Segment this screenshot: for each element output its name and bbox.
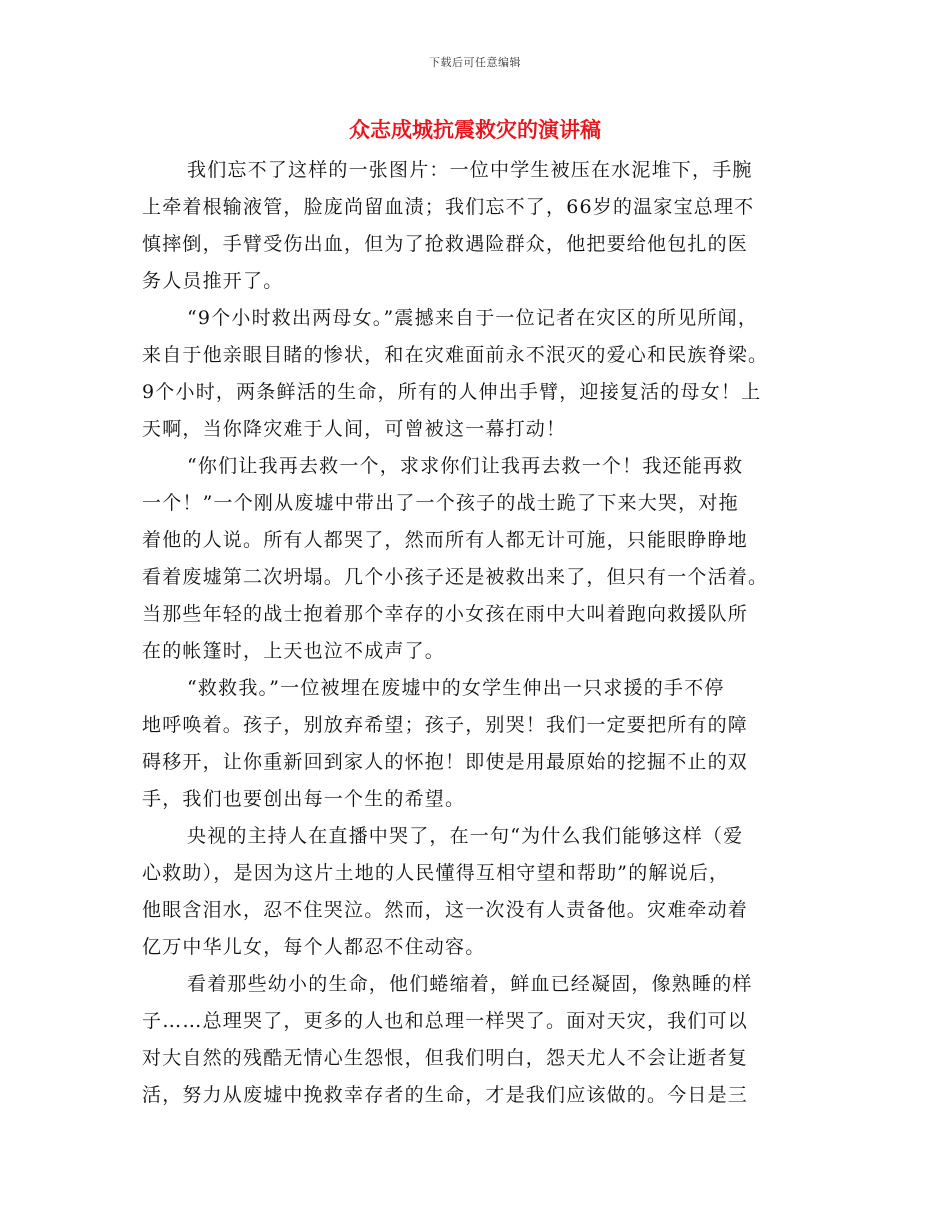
body-text — [142, 152, 822, 1114]
text-line: 他眼含泪水，忍不住哭泣。然而，这一次没有人责备他。灾难牵动着 — [142, 899, 749, 921]
text-line: 上牵着根输液管，脸庞尚留血渍；我们忘不了，66岁的温家宝总理不 — [142, 196, 755, 218]
text-line: 活，努力从废墟中挽救幸存者的生命，才是我们应该做的。今日是三 — [142, 1084, 749, 1106]
text-line: 子……总理哭了，更多的人也和总理一样哭了。面对天灾，我们可以 — [142, 1010, 749, 1032]
text-line: 9个小时，两条鲜活的生命，所有的人伸出手臂，迎接复活的母女！上 — [142, 381, 762, 403]
text-line: 慎摔倒，手臂受伤出血，但为了抢救遇险群众，他把要给他包扎的医 — [142, 233, 749, 255]
text-line: 亿万中华儿女，每个人都忍不住动容。 — [142, 936, 486, 958]
text-line: 着他的人说。所有人都哭了，然而所有人都无计可施，只能眼睁睁地 — [142, 529, 749, 551]
text-line: 心救助），是因为这片土地的人民懂得互相守望和帮助”的解说后， — [142, 862, 730, 884]
text-line: 央视的主持人在直播中哭了，在一句“为什么我们能够这样（爱 — [187, 825, 744, 847]
text-line: 一个！”一个刚从废墟中带出了一个孩子的战士跪了下来大哭，对拖 — [142, 492, 739, 514]
text-line: 手，我们也要创出每一个生的希望。 — [142, 788, 466, 810]
text-line: 看着废墟第二次坍塌。几个小孩子还是被救出来了，但只有一个活着。 — [142, 566, 769, 588]
text-line: 在的帐篷时，上天也泣不成声了。 — [142, 640, 446, 662]
text-line: 来自于他亲眼目睹的惨状，和在灾难面前永不泯灭的爱心和民族脊梁。 — [142, 344, 769, 366]
text-line: 对大自然的残酷无情心生怨恨，但我们明白，怨天尤人不会让逝者复 — [142, 1047, 749, 1069]
header-note: 下载后可任意编辑 — [429, 56, 521, 69]
text-line: 地呼唤着。孩子，别放弃希望；孩子，别哭！我们一定要把所有的障 — [142, 714, 749, 736]
text-line: 当那些年轻的战士抱着那个幸存的小女孩在雨中大叫着跑向救援队所 — [142, 603, 749, 625]
document-title: 众志成城抗震救灾的演讲稿 — [349, 118, 601, 142]
text-line: “你们让我再去救一个，求求你们让我再去救一个！我还能再救 — [187, 455, 744, 477]
text-line: 看着那些幼小的生命，他们蜷缩着，鲜血已经凝固，像熟睡的样 — [187, 973, 753, 995]
text-line: 我们忘不了这样的一张图片：一位中学生被压在水泥堆下，手腕 — [187, 159, 753, 181]
text-line: “救救我。”一位被埋在废墟中的女学生伸出一只求援的手不停 — [187, 677, 725, 699]
text-line: 天啊，当你降灾难于人间，可曾被这一幕打动！ — [142, 418, 567, 440]
text-line: 碍移开，让你重新回到家人的怀抱！即使是用最原始的挖掘不止的双 — [142, 751, 749, 773]
text-line: 务人员推开了。 — [142, 270, 284, 292]
text-line: “9个小时救出两母女。”震撼来自于一位记者在灾区的所见所闻， — [187, 307, 759, 329]
